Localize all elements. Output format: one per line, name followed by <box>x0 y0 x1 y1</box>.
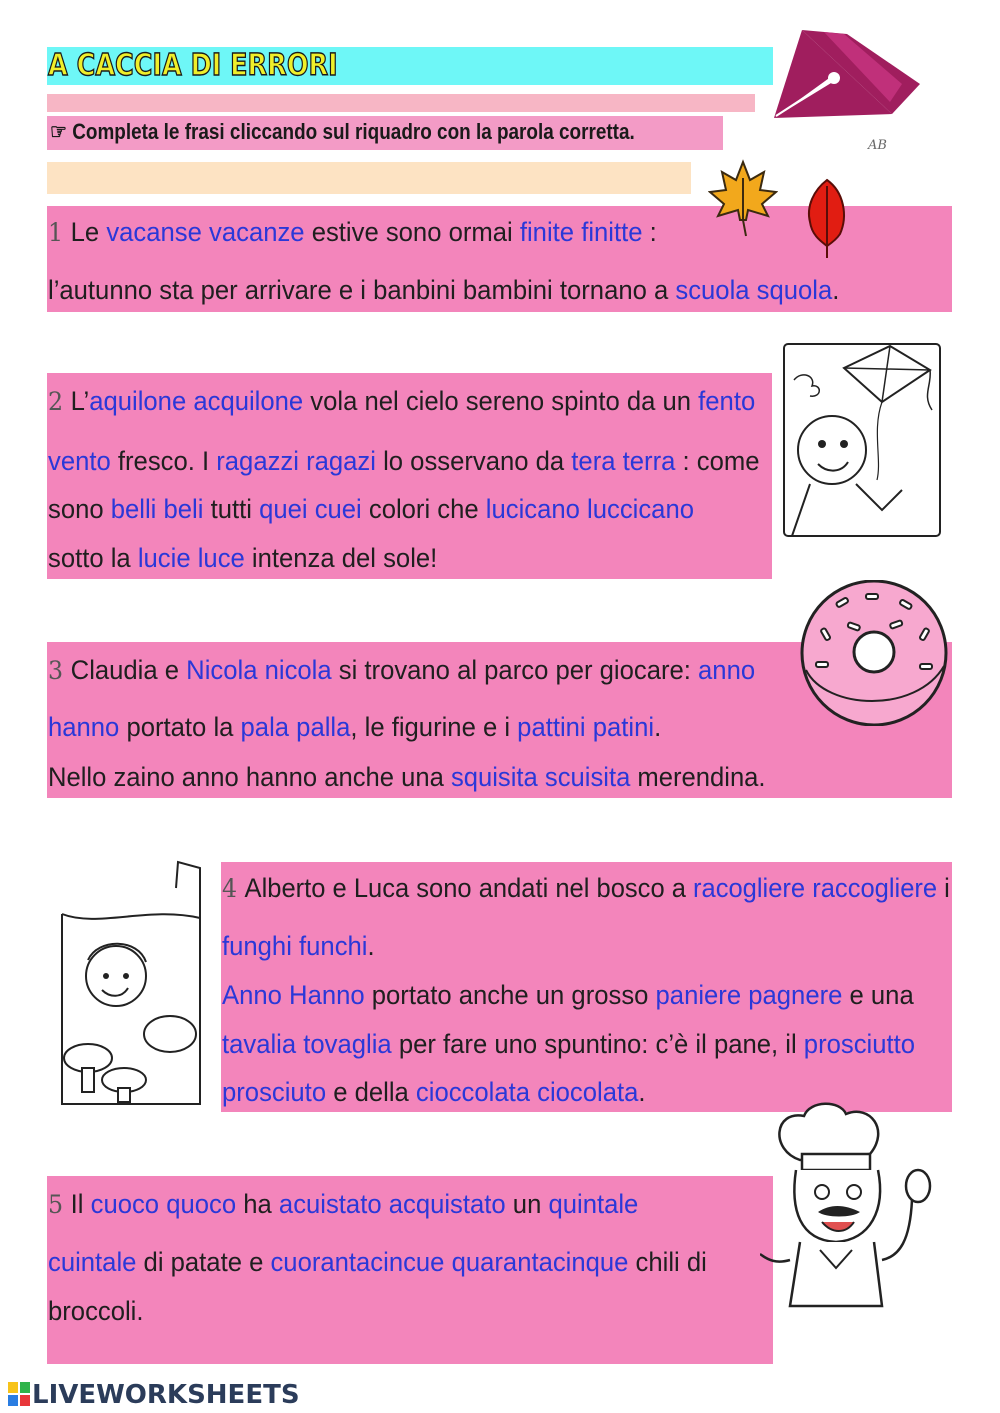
fountain-pen-nib-icon <box>772 26 922 122</box>
exercise-2-line-2 <box>48 444 760 478</box>
word-choice-option[interactable]: pattini <box>517 712 586 742</box>
exercise-5-line-2 <box>48 1245 707 1279</box>
word-choice-option[interactable]: beli <box>163 494 204 524</box>
sentence-text: per fare uno spuntino: c’è il pane, il <box>391 1029 804 1059</box>
word-choice-option[interactable]: palla <box>296 712 351 742</box>
word-choice-option[interactable]: hanno <box>48 712 120 742</box>
sentence-text <box>202 217 209 247</box>
word-choice-option[interactable]: ciocolata <box>537 1077 639 1107</box>
sentence-text: : <box>642 217 657 247</box>
word-choice-option[interactable]: luccicano <box>587 494 694 524</box>
sentence-text: sono <box>48 494 111 524</box>
sentence-text <box>530 1077 537 1107</box>
sentence-text: i <box>937 873 950 903</box>
sentence-text: . <box>832 275 840 305</box>
exercise-4-line-2 <box>222 929 375 963</box>
word-choice-option[interactable]: Hanno <box>289 980 365 1010</box>
page-title: A CACCIA DI ERRORI <box>48 48 338 83</box>
exercise-2-line-4 <box>48 541 437 575</box>
word-choice-option[interactable]: racogliere <box>693 873 806 903</box>
exercise-number: 1 <box>48 218 71 247</box>
word-choice-option[interactable]: funghi <box>222 931 292 961</box>
sentence-text: , le figurine e i <box>350 712 518 742</box>
sentence-text <box>741 980 748 1010</box>
exercise-number: 4 <box>222 874 245 903</box>
sentence-text: . <box>638 1077 646 1107</box>
word-choice-option[interactable]: prosciuto <box>222 1077 327 1107</box>
sentence-text <box>257 655 264 685</box>
word-choice-option[interactable]: quei <box>259 494 308 524</box>
word-choice-option[interactable]: quoco <box>166 1189 237 1219</box>
word-choice-option[interactable]: cuorantacincue <box>270 1247 445 1277</box>
sentence-text <box>382 1189 389 1219</box>
sentence-text <box>191 543 198 573</box>
sentence-text <box>308 494 315 524</box>
word-choice-option[interactable]: Anno <box>222 980 282 1010</box>
signature: AB <box>868 138 887 153</box>
word-choice-option[interactable]: squola <box>756 275 833 305</box>
sentence-text: colori che <box>361 494 486 524</box>
sentence-text <box>156 494 163 524</box>
word-choice-option[interactable]: lucicano <box>485 494 580 524</box>
word-choice-option[interactable]: terra <box>622 446 676 476</box>
sentence-text <box>750 275 757 305</box>
sentence-text: si trovano al parco per giocare: <box>331 655 699 685</box>
exercise-5-line-3 <box>48 1294 144 1328</box>
sentence-text: un <box>505 1189 549 1219</box>
sentence-text: di patate e <box>136 1247 271 1277</box>
sentence-text <box>444 1247 451 1277</box>
sentence-text <box>296 1029 303 1059</box>
word-choice-option[interactable]: funchi <box>299 931 368 961</box>
divider-bar <box>47 94 755 112</box>
sentence-text: fresco. I <box>110 446 217 476</box>
word-choice-option[interactable]: paniere <box>655 980 742 1010</box>
word-choice-option[interactable]: vacanze <box>209 217 305 247</box>
sentence-text <box>299 446 306 476</box>
kite-boy-illustration <box>782 340 952 540</box>
sentence-text <box>282 980 289 1010</box>
word-choice-option[interactable]: acuistato <box>278 1189 382 1219</box>
word-choice-option[interactable]: finite <box>519 217 575 247</box>
exercise-number: 2 <box>48 387 71 416</box>
sentence-text: portato anche un grosso <box>364 980 656 1010</box>
exercise-4-line-4 <box>222 1027 915 1061</box>
exercise-1-line-2 <box>48 273 839 307</box>
liveworksheets-logo <box>8 1380 300 1410</box>
spacer-bar <box>47 162 691 194</box>
word-choice-option[interactable]: anno <box>698 655 756 685</box>
sentence-text: broccoli. <box>48 1296 144 1326</box>
sentence-text: ha <box>236 1189 279 1219</box>
word-choice-option[interactable]: lucie <box>137 543 191 573</box>
word-choice-option[interactable]: quarantacinque <box>451 1247 629 1277</box>
word-choice-option[interactable]: tavalia <box>222 1029 297 1059</box>
sentence-text <box>616 446 623 476</box>
word-choice-option[interactable]: belli <box>110 494 157 524</box>
sentence-text: Il <box>70 1189 91 1219</box>
sentence-text: lo osservano da <box>375 446 572 476</box>
sentence-text: e una <box>842 980 914 1010</box>
word-choice-option[interactable]: nicola <box>264 655 332 685</box>
word-choice-option[interactable]: squisita <box>450 762 538 792</box>
sentence-text: chili di <box>628 1247 707 1277</box>
sentence-text: vola nel cielo sereno spinto da un <box>303 386 699 416</box>
word-choice-option[interactable]: vacanse <box>106 217 202 247</box>
sentence-text: Nello zaino anno hanno anche una <box>48 762 451 792</box>
sentence-text: portato la <box>119 712 241 742</box>
sentence-text <box>538 762 545 792</box>
sentence-text: l’autunno sta per arrivare e i banbini bambini tornano a <box>48 275 676 305</box>
word-choice-option[interactable]: cioccolata <box>415 1077 531 1107</box>
donut-illustration <box>796 580 952 726</box>
exercise-number: 3 <box>48 656 71 685</box>
sentence-text: intenza del sole! <box>244 543 438 573</box>
sentence-text: sotto la <box>48 543 138 573</box>
sentence-text: Le <box>70 217 107 247</box>
word-choice-option[interactable]: pagnere <box>748 980 843 1010</box>
exercise-3-line-2 <box>48 710 661 744</box>
sentence-text: : come <box>675 446 760 476</box>
exercise-5-line-1 <box>48 1187 638 1221</box>
word-choice-option[interactable]: tera <box>571 446 616 476</box>
sentence-text: . <box>367 931 375 961</box>
sentence-text: tutti <box>203 494 260 524</box>
word-choice-option[interactable]: ragazi <box>306 446 376 476</box>
sentence-text <box>186 386 193 416</box>
exercise-4-line-5 <box>222 1075 646 1109</box>
word-choice-option[interactable]: scuola <box>675 275 750 305</box>
word-choice-option[interactable]: scuisita <box>544 762 631 792</box>
word-choice-option[interactable]: Nicola <box>186 655 258 685</box>
exercise-3-line-3 <box>48 760 766 794</box>
exercise-2-line-3 <box>48 492 694 526</box>
exercise-4-line-1 <box>222 871 950 905</box>
exercise-1-line-1 <box>48 215 657 249</box>
word-choice-option[interactable]: acquilone <box>193 386 304 416</box>
word-choice-option[interactable]: cuei <box>314 494 362 524</box>
sentence-text: L’ <box>70 386 90 416</box>
liveworksheets-icon <box>8 1382 30 1406</box>
instruction-text: ☞ Completa le frasi cliccando sul riquadro con la parola corretta. <box>50 119 635 144</box>
sentence-text: . <box>654 712 662 742</box>
exercise-2-line-1 <box>48 384 755 418</box>
mushroom-boy-illustration <box>58 858 208 1108</box>
sentence-text: Alberto e Luca sono andati nel bosco a <box>244 873 694 903</box>
word-choice-option[interactable]: luce <box>197 543 245 573</box>
word-choice-option[interactable]: patini <box>592 712 655 742</box>
word-choice-option[interactable]: acquistato <box>388 1189 506 1219</box>
word-choice-option[interactable]: ragazzi <box>216 446 299 476</box>
sentence-text: Claudia e <box>70 655 187 685</box>
exercise-number: 5 <box>48 1190 71 1219</box>
maple-leaf-icon <box>708 158 778 238</box>
word-choice-option[interactable]: prosciutto <box>803 1029 916 1059</box>
exercise-4-line-3 <box>222 978 914 1012</box>
word-choice-option[interactable]: quintale <box>548 1189 639 1219</box>
word-choice-option[interactable]: aquilone <box>89 386 187 416</box>
word-choice-option[interactable]: vento <box>48 446 111 476</box>
word-choice-option[interactable]: raccogliere <box>812 873 938 903</box>
footer-brand: LIVEWORKSHEETS <box>32 1380 300 1410</box>
word-choice-option[interactable]: finitte <box>581 217 643 247</box>
sentence-text: merendina. <box>630 762 766 792</box>
word-choice-option[interactable]: cuintale <box>48 1247 137 1277</box>
word-choice-option[interactable]: cuoco <box>90 1189 160 1219</box>
word-choice-option[interactable]: fento <box>698 386 756 416</box>
sentence-text: e della <box>326 1077 416 1107</box>
word-choice-option[interactable]: pala <box>240 712 290 742</box>
sentence-text: estive sono ormai <box>304 217 520 247</box>
exercise-3-line-1 <box>48 653 755 687</box>
word-choice-option[interactable]: tovaglia <box>303 1029 392 1059</box>
chef-illustration <box>760 1100 940 1312</box>
red-leaf-icon <box>804 176 850 260</box>
